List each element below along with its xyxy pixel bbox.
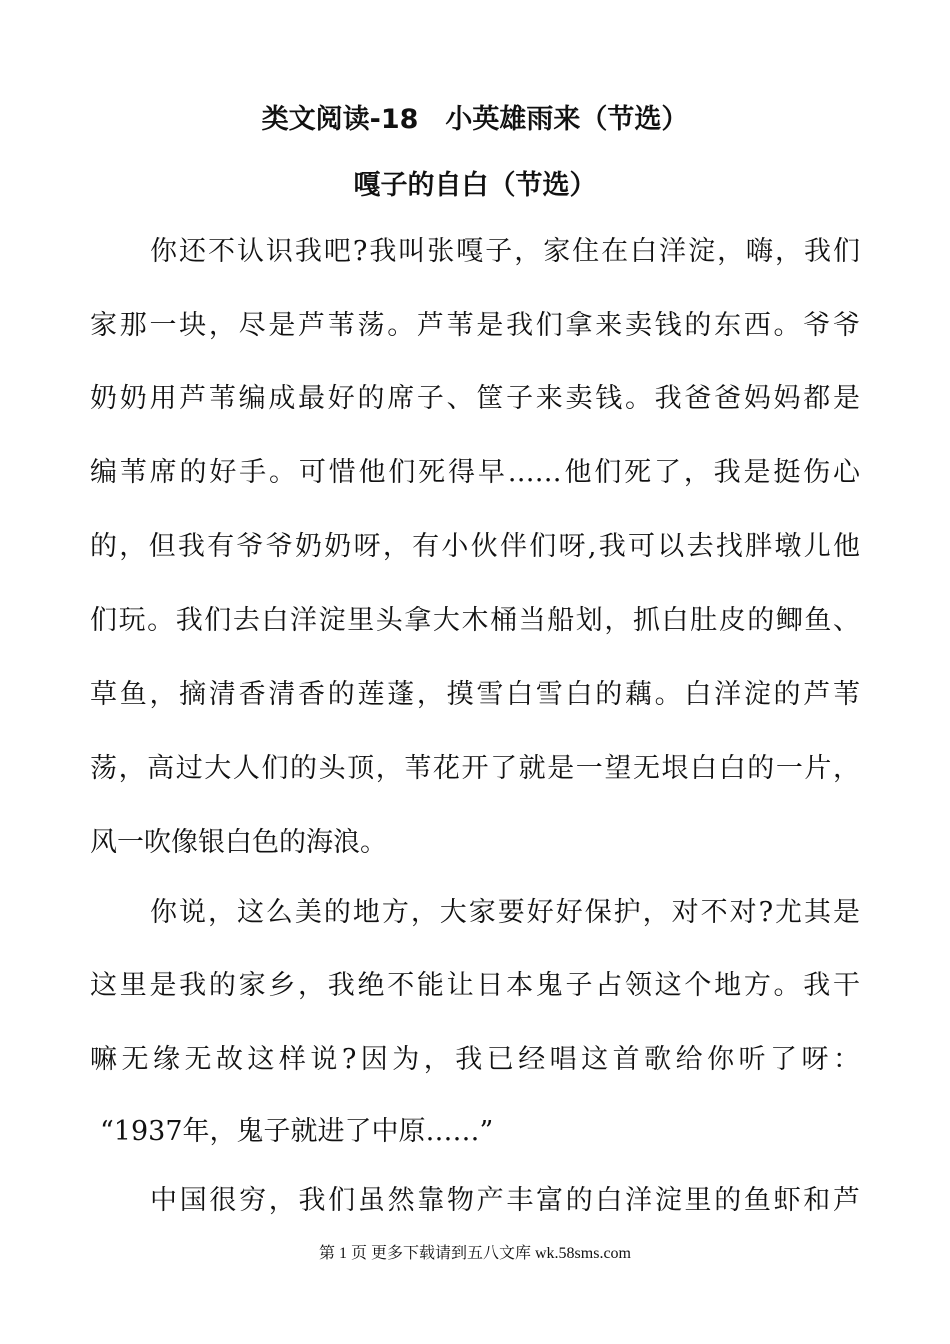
text-line: 这里是我的家乡，我绝不能让日本鬼子占领这个地方。我干 — [90, 970, 860, 1001]
text-line: 们玩。我们去白洋淀里头拿大木桶当船划，抓白肚皮的鲫鱼、 — [90, 605, 860, 636]
text-line: 的，但我有爷爷奶奶呀，有小伙伴们呀,我可以去找胖墩儿他 — [90, 531, 860, 562]
text-line: 中国很穷，我们虽然靠物产丰富的白洋淀里的鱼虾和芦 — [150, 1185, 860, 1216]
text-line: 风一吹像银白色的海浪。 — [90, 827, 387, 858]
text-line: 奶奶用芦苇编成最好的席子、筐子来卖钱。我爸爸妈妈都是 — [90, 383, 860, 414]
text-line: 荡，高过大人们的头顶，苇花开了就是一望无垠白白的一片， — [90, 753, 860, 784]
page-footer: 第 1 页 更多下载请到五八文库 wk.58sms.com — [318, 1245, 631, 1262]
text-line: 草鱼，摘清香清香的莲蓬，摸雪白雪白的藕。白洋淀的芦苇 — [90, 679, 860, 710]
text-line: 家那一块，尽是芦苇荡。芦苇是我们拿来卖钱的东西。爷爷 — [90, 310, 860, 341]
text-line: 嘛无缘无故这样说?因为，我已经唱这首歌给你听了呀： — [90, 1044, 860, 1075]
text-line: 你说，这么美的地方，大家要好好保护，对不对?尤其是 — [150, 897, 860, 928]
text-line: 编苇席的好手。可惜他们死得早……他们死了，我是挺伤心 — [90, 457, 860, 488]
document-subtitle: 嘎子的自白（节选） — [353, 170, 597, 201]
text-line: “1937年，鬼子就进了中原……” — [100, 1116, 494, 1147]
document-title: 类文阅读-18 小英雄雨来（节选） — [261, 104, 689, 135]
text-line: 你还不认识我吧?我叫张嘎子，家住在白洋淀，嗨，我们 — [150, 236, 860, 267]
